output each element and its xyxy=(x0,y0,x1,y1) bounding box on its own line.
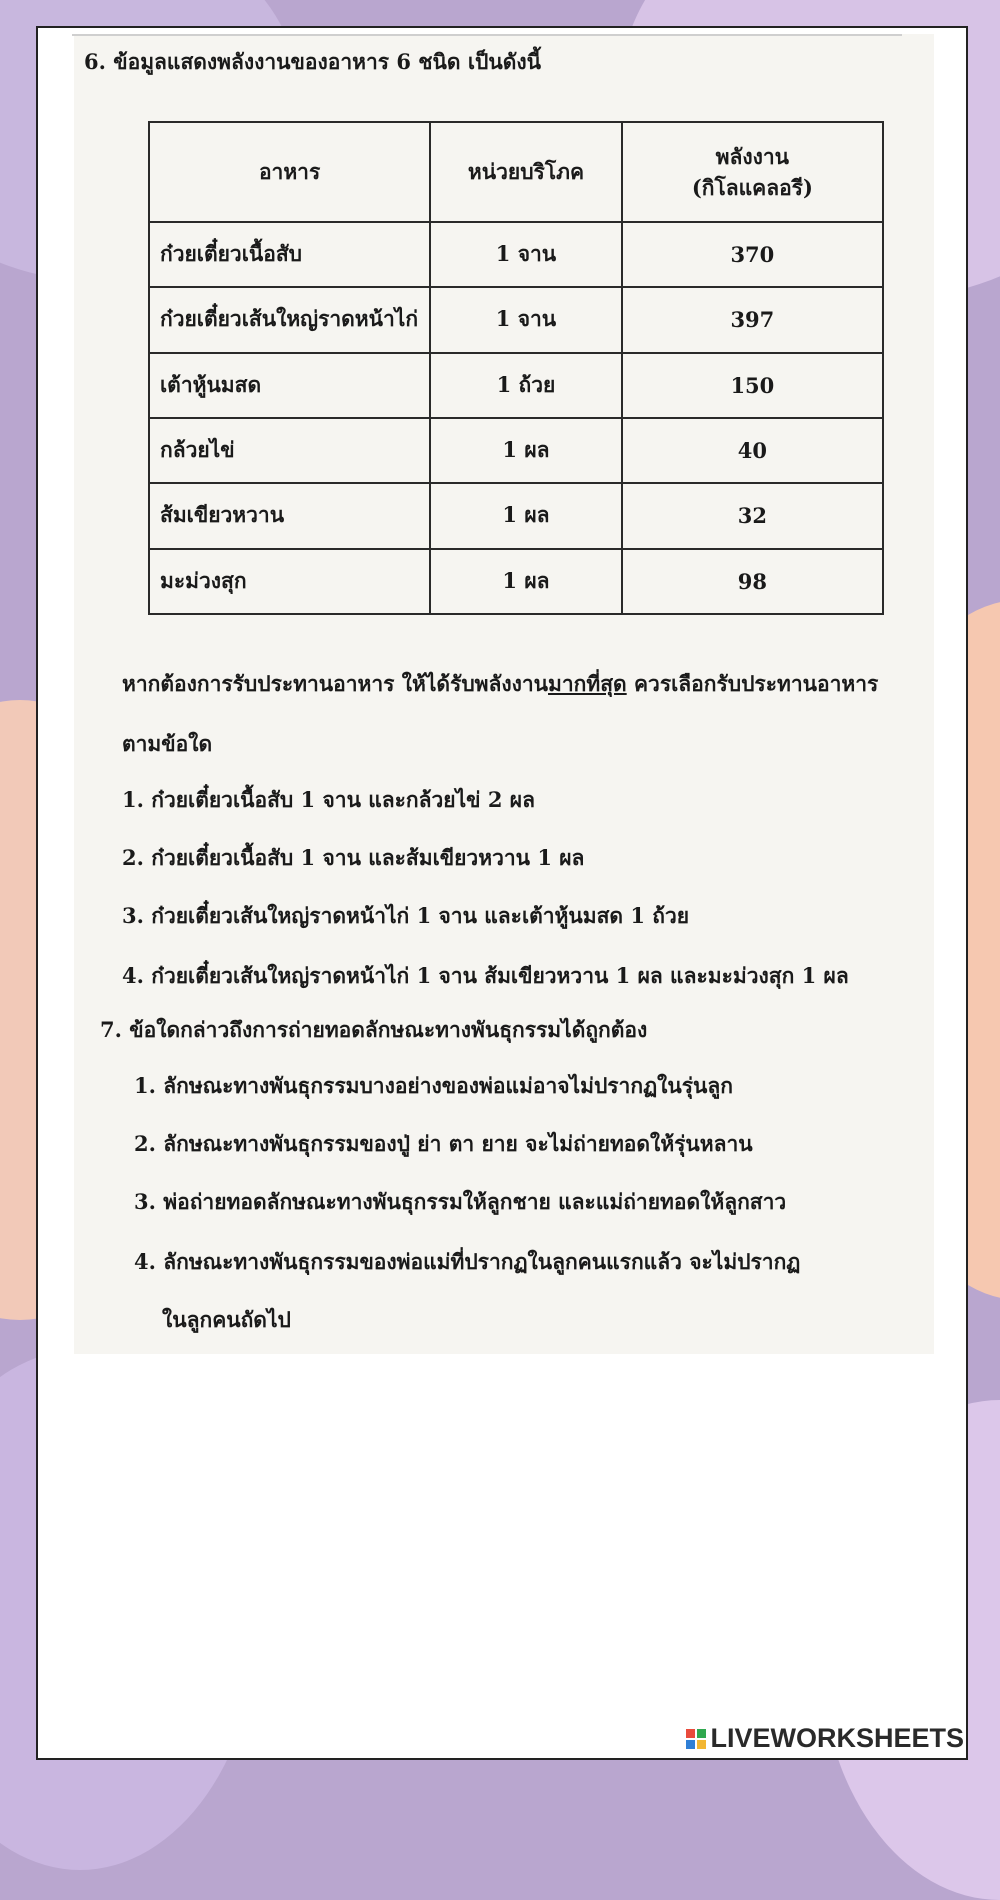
q6-choice-2: 2. ก๋วยเตี๋ยวเนื้อสับ 1 จาน และส้มเขียวหวาน 1 ผล xyxy=(122,845,585,870)
header-unit: หน่วยบริโภค xyxy=(430,122,622,222)
worksheet-page xyxy=(36,26,968,1760)
energy-cell: 40 xyxy=(622,418,883,483)
unit-cell: 1 ผล xyxy=(430,549,622,614)
unit-cell: 1 ถ้วย xyxy=(430,353,622,418)
question-7-heading: 7. ข้อใดกล่าวถึงการถ่ายทอดลักษณะทางพันธุกรรมได้ถูกต้อง xyxy=(100,1017,648,1042)
logo-square xyxy=(686,1729,695,1738)
q7-choice-2: 2. ลักษณะทางพันธุกรรมของปู่ ย่า ตา ยาย จะไม่ถ่ายทอดให้รุ่นหลาน xyxy=(134,1131,753,1156)
q6-choice-3: 3. ก๋วยเตี๋ยวเส้นใหญ่ราดหน้าไก่ 1 จาน และเต้าหู้นมสด 1 ถ้วย xyxy=(122,903,690,928)
table-row xyxy=(149,418,883,483)
energy-cell: 98 xyxy=(622,549,883,614)
food-cell: เต้าหู้นมสด xyxy=(149,353,430,418)
header-food: อาหาร xyxy=(149,122,430,222)
liveworksheets-logo[interactable] xyxy=(686,1723,964,1754)
table-row xyxy=(149,549,883,614)
unit-cell: 1 จาน xyxy=(430,222,622,287)
table-header-row xyxy=(149,122,883,222)
unit-cell: 1 จาน xyxy=(430,287,622,352)
question-6-prompt-line2: ตามข้อใด xyxy=(122,731,213,756)
q7-choice-4: 4. ลักษณะทางพันธุกรรมของพ่อแม่ที่ปรากฏในลูกคนแรกแล้ว จะไม่ปรากฏ xyxy=(134,1249,801,1274)
q7-choice-1: 1. ลักษณะทางพันธุกรรมบางอย่างของพ่อแม่อาจไม่ปรากฏในรุ่นลูก xyxy=(134,1073,733,1098)
energy-cell: 32 xyxy=(622,483,883,548)
logo-text: LIVEWORKSHEETS xyxy=(710,1723,964,1753)
unit-cell: 1 ผล xyxy=(430,483,622,548)
question-6-heading: 6. ข้อมูลแสดงพลังงานของอาหาร 6 ชนิด เป็นดังนี้ xyxy=(84,49,541,74)
header-energy xyxy=(622,122,883,222)
food-energy-table xyxy=(148,121,884,615)
logo-square xyxy=(697,1740,706,1749)
q7-choice-4-line2: ในลูกคนถัดไป xyxy=(162,1307,291,1332)
header-energy-line1: พลังงาน xyxy=(715,143,790,169)
table-row xyxy=(149,483,883,548)
table-row xyxy=(149,287,883,352)
logo-icon xyxy=(686,1729,706,1749)
food-cell: กล้วยไข่ xyxy=(149,418,430,483)
energy-cell: 370 xyxy=(622,222,883,287)
prompt-emphasis: มากที่สุด xyxy=(548,671,627,696)
logo-square xyxy=(686,1740,695,1749)
q7-choice-3: 3. พ่อถ่ายทอดลักษณะทางพันธุกรรมให้ลูกชาย และแม่ถ่ายทอดให้ลูกสาว xyxy=(134,1189,787,1214)
prompt-text: หากต้องการรับประทานอาหาร ให้ได้รับพลังงาน xyxy=(122,671,549,696)
question-6-prompt xyxy=(122,668,878,701)
food-cell: มะม่วงสุก xyxy=(149,549,430,614)
food-cell: ก๋วยเตี๋ยวเนื้อสับ xyxy=(149,222,430,287)
logo-square xyxy=(697,1729,706,1738)
table-row xyxy=(149,222,883,287)
q6-choice-1: 1. ก๋วยเตี๋ยวเนื้อสับ 1 จาน และกล้วยไข่ 2 ผล xyxy=(122,787,535,812)
scan-top-edge xyxy=(72,34,902,36)
q6-choice-4: 4. ก๋วยเตี๋ยวเส้นใหญ่ราดหน้าไก่ 1 จาน ส้มเขียวหวาน 1 ผล และมะม่วงสุก 1 ผล xyxy=(122,963,849,988)
energy-cell: 150 xyxy=(622,353,883,418)
prompt-text-end: ควรเลือกรับประทานอาหาร xyxy=(626,671,879,696)
unit-cell: 1 ผล xyxy=(430,418,622,483)
header-energy-line2: (กิโลแคลอรี) xyxy=(691,175,813,200)
food-cell: ส้มเขียวหวาน xyxy=(149,483,430,548)
food-cell: ก๋วยเตี๋ยวเส้นใหญ่ราดหน้าไก่ xyxy=(149,287,430,352)
table-row xyxy=(149,353,883,418)
energy-cell: 397 xyxy=(622,287,883,352)
